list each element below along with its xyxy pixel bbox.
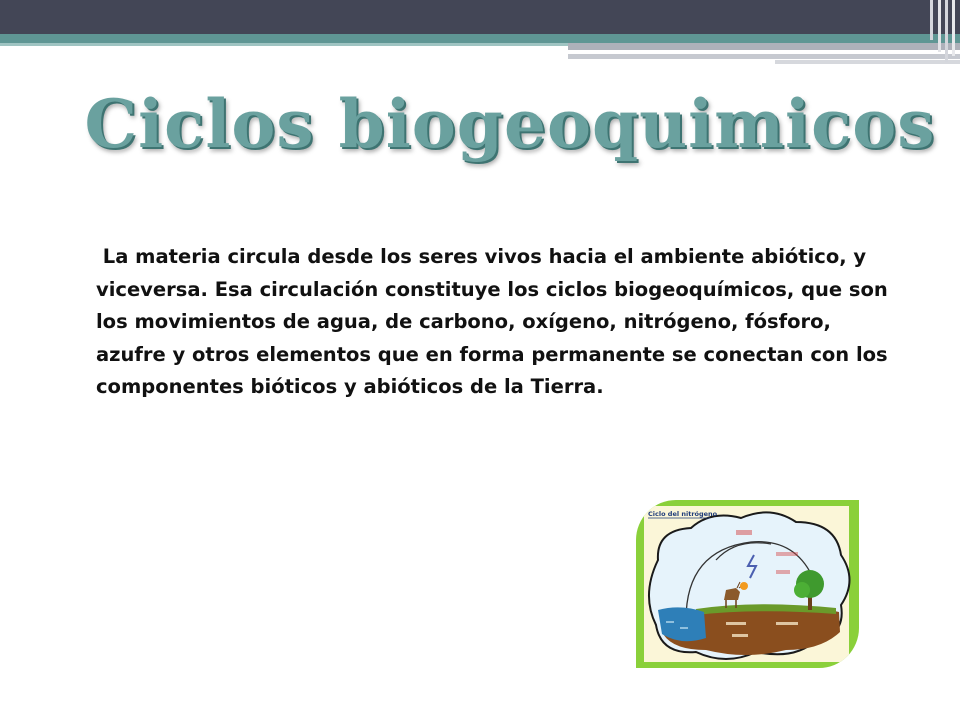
body-paragraph-text: La materia circula desde los seres vivos hacia el ambiente abiótico, y viceversa. Esa circulación constituye los ciclos biogeoquímicos, que son los movimientos de agua, de carbono, oxígeno, nitrógeno, fósforo, azufre y otros elementos que en forma permanente se conectan con los componentes bióticos y abióticos de la Tierra.	[96, 245, 888, 399]
flower-icon	[740, 582, 748, 590]
vertical-accent-3	[945, 0, 948, 62]
slide-title: Ciclos biogeoquimicos	[84, 85, 936, 163]
vertical-accent-1	[930, 0, 933, 40]
teal-accent-line	[0, 43, 568, 46]
top-bar	[0, 0, 960, 34]
vertical-accent-2	[938, 0, 941, 52]
image-caption: Ciclo del nitrógeno	[648, 510, 718, 518]
gray-accent-bar	[568, 43, 960, 50]
nitrogen-cycle-image	[636, 500, 859, 668]
white-accent-line	[575, 50, 887, 52]
gray-accent-bar-2	[568, 54, 960, 59]
body-paragraph	[96, 241, 896, 404]
nitrogen-cycle-illustration	[636, 500, 859, 668]
gray-accent-bar-3	[775, 60, 960, 64]
teal-band	[0, 34, 960, 43]
vertical-accent-4	[952, 0, 955, 56]
